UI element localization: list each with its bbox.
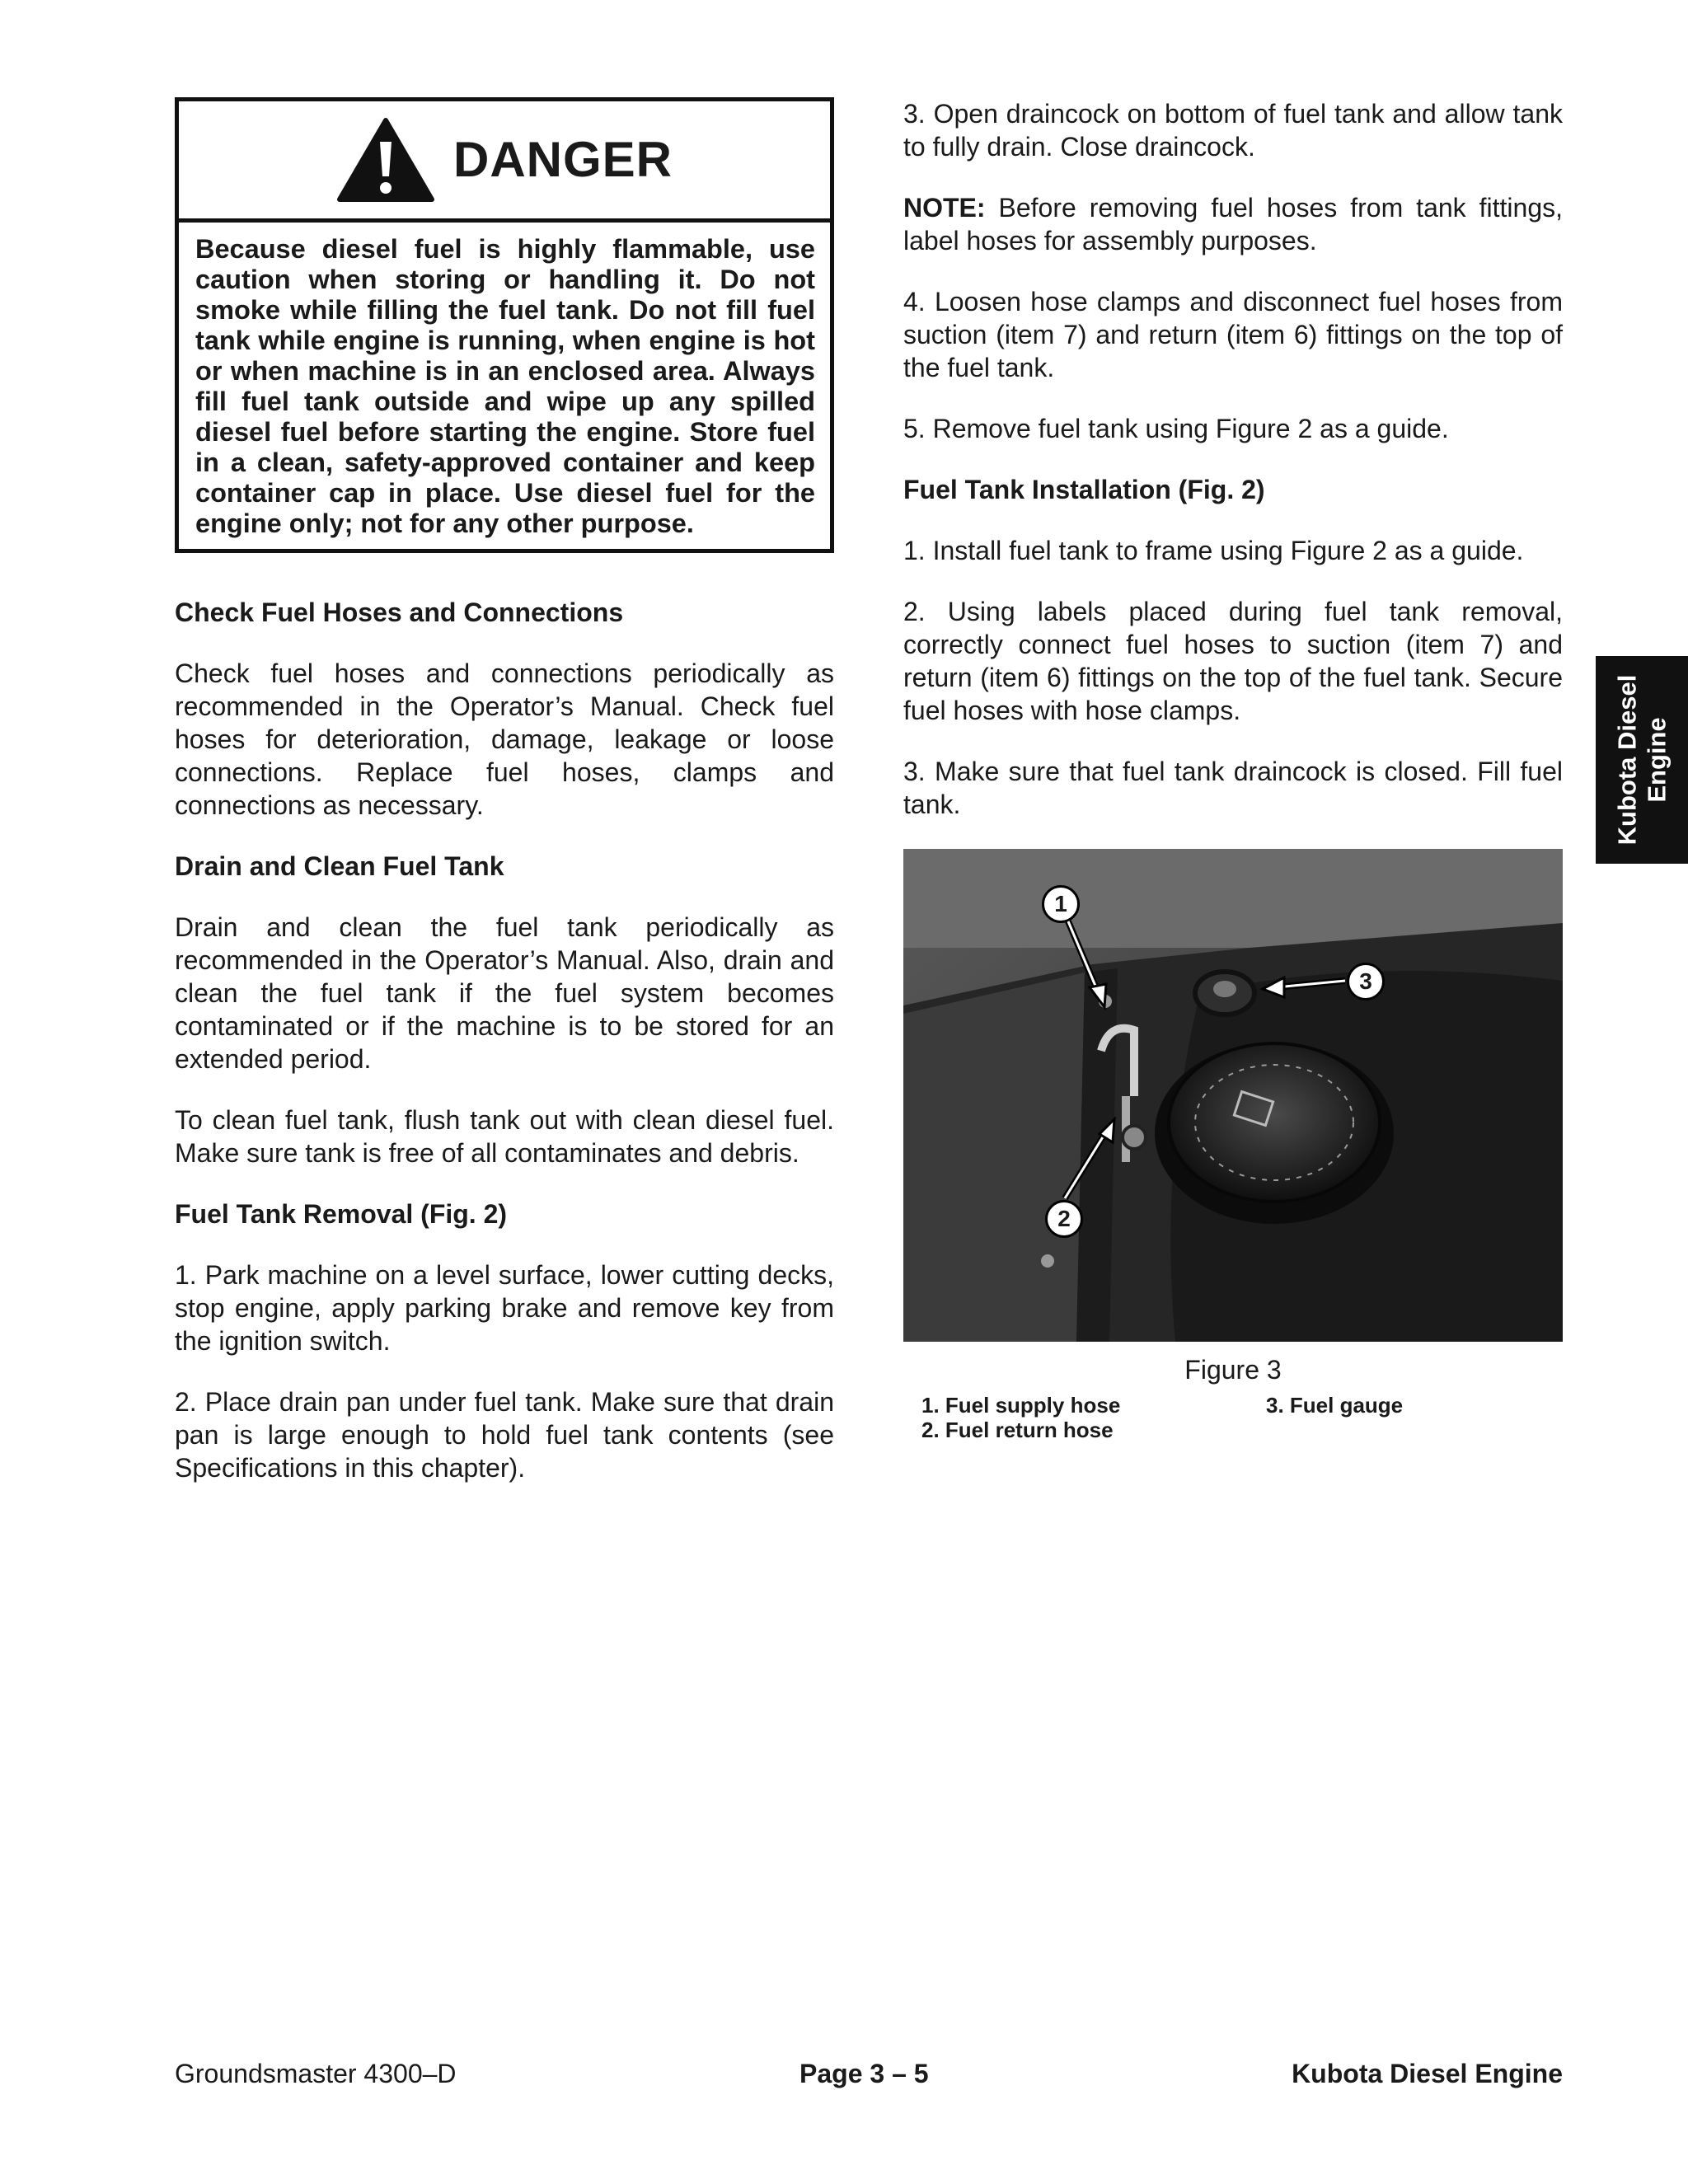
side-tab-line-1: Kubota Diesel bbox=[1612, 674, 1641, 846]
install-heading: Fuel Tank Installation (Fig. 2) bbox=[903, 475, 1265, 504]
drain-paragraph-1: Drain and clean the fuel tank periodically as recommended in the Operator’s Manual. Also, drain and clean the fuel tank if the fuel system becomes contaminated or if the machine is to be stored for an extended period. bbox=[175, 912, 834, 1074]
figure-legend bbox=[903, 1393, 1563, 1442]
removal-step-2: 2. Place drain pan under fuel tank. Make sure that drain pan is large enough to hold fuel tank contents (see Specifications in this chapter). bbox=[175, 1387, 834, 1483]
danger-text: Because diesel fuel is highly flammable, use caution when storing or handling it. Do not smoke while filling the fuel tank. Do not fill fuel tank while engine is running, when engine is hot or when machine is in an enclosed area. Always fill fuel tank outside and wipe up any spilled diesel fuel before starting the engine. Store fuel in a clean, safety-approved container and keep container cap in place. Use diesel fuel for the engine only; not for any other purpose. bbox=[195, 234, 815, 538]
side-tab-line-2: Engine bbox=[1642, 717, 1671, 803]
removal-step-5: 5. Remove fuel tank using Figure 2 as a guide. bbox=[903, 414, 1449, 443]
warning-triangle-icon bbox=[336, 117, 435, 203]
danger-box bbox=[175, 97, 834, 553]
callout-2: 2 bbox=[1045, 1200, 1083, 1238]
note-text: Before removing fuel hoses from tank fittings, label hoses for assembly purposes. bbox=[903, 193, 1563, 255]
danger-title: DANGER bbox=[452, 132, 673, 187]
drain-paragraph-2: To clean fuel tank, flush tank out with clean diesel fuel. Make sure tank is free of all contaminates and debris. bbox=[175, 1105, 834, 1168]
callout-3: 3 bbox=[1347, 963, 1385, 1001]
note-paragraph bbox=[903, 191, 1563, 257]
legend-item-3: 3. Fuel gauge bbox=[1266, 1393, 1404, 1418]
footer-chapter: Kubota Diesel Engine bbox=[1292, 2059, 1563, 2088]
removal-step-3: 3. Open draincock on bottom of fuel tank and allow tank to fully drain. Close draincock. bbox=[903, 99, 1563, 162]
footer-model: Groundsmaster 4300–D bbox=[175, 2059, 457, 2088]
fuel-tank-photo bbox=[903, 849, 1563, 1342]
removal-heading: Fuel Tank Removal (Fig. 2) bbox=[175, 1199, 508, 1229]
install-step-2: 2. Using labels placed during fuel tank removal, correctly connect fuel hoses to suction (item 7) and return (item 6) fittings on the top of the fuel tank. Secure fuel hoses with hose clamps. bbox=[903, 597, 1563, 725]
legend-item-2: 2. Fuel return hose bbox=[921, 1418, 1114, 1442]
left-column bbox=[175, 97, 834, 1512]
legend-item-1: 1. Fuel supply hose bbox=[921, 1393, 1121, 1418]
right-column bbox=[903, 97, 1563, 1442]
chapter-side-tab bbox=[1596, 656, 1688, 864]
figure-caption: Figure 3 bbox=[1184, 1355, 1282, 1385]
drain-heading: Drain and Clean Fuel Tank bbox=[175, 851, 504, 881]
check-heading: Check Fuel Hoses and Connections bbox=[175, 598, 624, 627]
footer-page-number: Page 3 – 5 bbox=[799, 2059, 929, 2088]
callout-1: 1 bbox=[1042, 885, 1080, 923]
check-paragraph: Check fuel hoses and connections periodically as recommended in the Operator’s Manual. Check fuel hoses for deterioration, damage, leakage or loose connections. Replace fuel hoses, clamps and connections as necessary. bbox=[175, 658, 834, 820]
removal-step-1: 1. Park machine on a level surface, lower cutting decks, stop engine, apply parking brake and remove key from the ignition switch. bbox=[175, 1260, 834, 1356]
danger-header bbox=[179, 101, 830, 223]
note-label: NOTE: bbox=[903, 193, 986, 223]
install-step-1: 1. Install fuel tank to frame using Figure 2 as a guide. bbox=[903, 536, 1524, 565]
removal-step-4: 4. Loosen hose clamps and disconnect fuel hoses from suction (item 7) and return (item 6) fittings on the top of the fuel tank. bbox=[903, 287, 1563, 382]
install-step-3: 3. Make sure that fuel tank draincock is closed. Fill fuel tank. bbox=[903, 757, 1563, 819]
